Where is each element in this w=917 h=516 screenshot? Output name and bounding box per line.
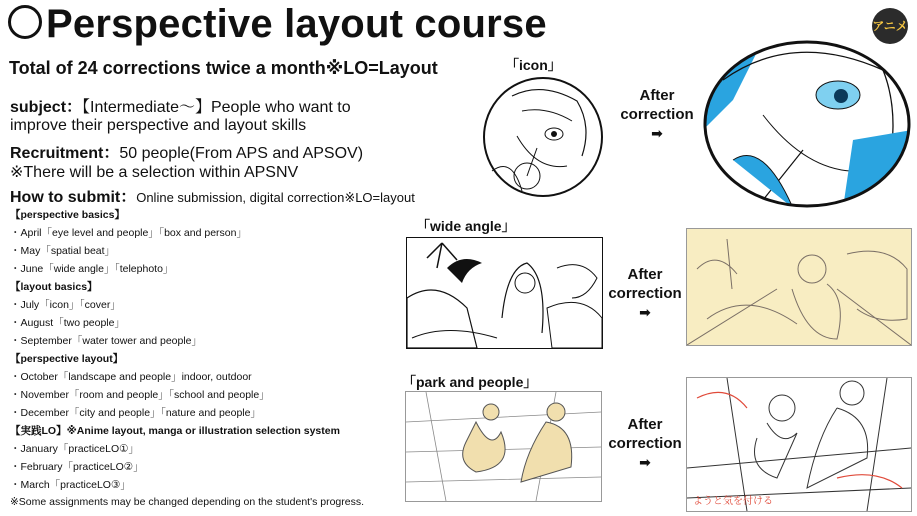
- recruitment-line: Recruitment：50 people(From APS and APSOV): [10, 145, 364, 162]
- submit-line: How to submit：Online submission, digital correction※LO=layout: [10, 189, 415, 206]
- schedule-item: ・June「wide angle」「telephoto」: [10, 263, 174, 275]
- wide-angle-sketch-after: [686, 228, 912, 346]
- icon-caption: 「icon」: [505, 57, 562, 73]
- icon-sketch-before: [482, 76, 604, 198]
- subject-line-2: improve their perspective and layout skills: [10, 117, 307, 134]
- wide-angle-sketch-before: [406, 237, 603, 349]
- schedule-item: ・August「two people」: [10, 317, 125, 329]
- selection-note: ※There will be a selection within APSNV: [10, 164, 299, 181]
- after-correction-label-2: After correction ➡: [600, 265, 690, 322]
- subject-line: subject：【Intermediate〜】People who want to: [10, 99, 351, 116]
- subtitle: Total of 24 corrections twice a month※LO=Layout: [9, 58, 438, 78]
- wide-angle-caption: 「wide angle」: [416, 218, 516, 234]
- arrow-right-icon: ➡: [651, 125, 663, 141]
- arrow-right-icon: ➡: [639, 304, 651, 320]
- schedule-item: ・July「icon」「cover」: [10, 299, 121, 311]
- schedule-item: ・December「city and people」「nature and people」: [10, 407, 261, 419]
- footnote: ※Some assignments may be changed depending on the student's progress.: [10, 496, 365, 508]
- schedule-item: ・January「practiceLO①」: [10, 443, 140, 455]
- park-caption: 「park and people」: [402, 374, 538, 390]
- circle-bullet-icon: [8, 5, 42, 39]
- after-correction-label-1: After correction ➡: [612, 86, 702, 143]
- logo: アニメ: [872, 8, 908, 44]
- schedule-item: ・September「water tower and people」: [10, 335, 203, 347]
- schedule-item: ・March「practiceLO③」: [10, 479, 131, 491]
- schedule-item: ・May「spatial beat」: [10, 245, 116, 257]
- schedule-item: ・February「practiceLO②」: [10, 461, 144, 473]
- schedule-item: ・November「room and people」「school and people」: [10, 389, 270, 401]
- schedule-heading: 【実践LO】※Anime layout, manga or illustration selection system: [10, 425, 340, 437]
- schedule-heading: 【perspective basics】: [10, 209, 125, 221]
- after-correction-label-3: After correction ➡: [600, 415, 690, 472]
- arrow-right-icon: ➡: [639, 454, 651, 470]
- park-sketch-after: [686, 377, 912, 512]
- correction-note: ようと気を付ける: [693, 496, 773, 507]
- schedule-item: ・April「eye level and people」「box and person」: [10, 227, 247, 239]
- schedule-item: ・October「landscape and people」indoor, outdoor: [10, 371, 252, 383]
- page-title: Perspective layout course: [8, 2, 547, 47]
- schedule-heading: 【perspective layout】: [10, 353, 124, 365]
- park-sketch-before: [405, 391, 602, 502]
- schedule-heading: 【layout basics】: [10, 281, 98, 293]
- icon-sketch-after: [703, 40, 912, 208]
